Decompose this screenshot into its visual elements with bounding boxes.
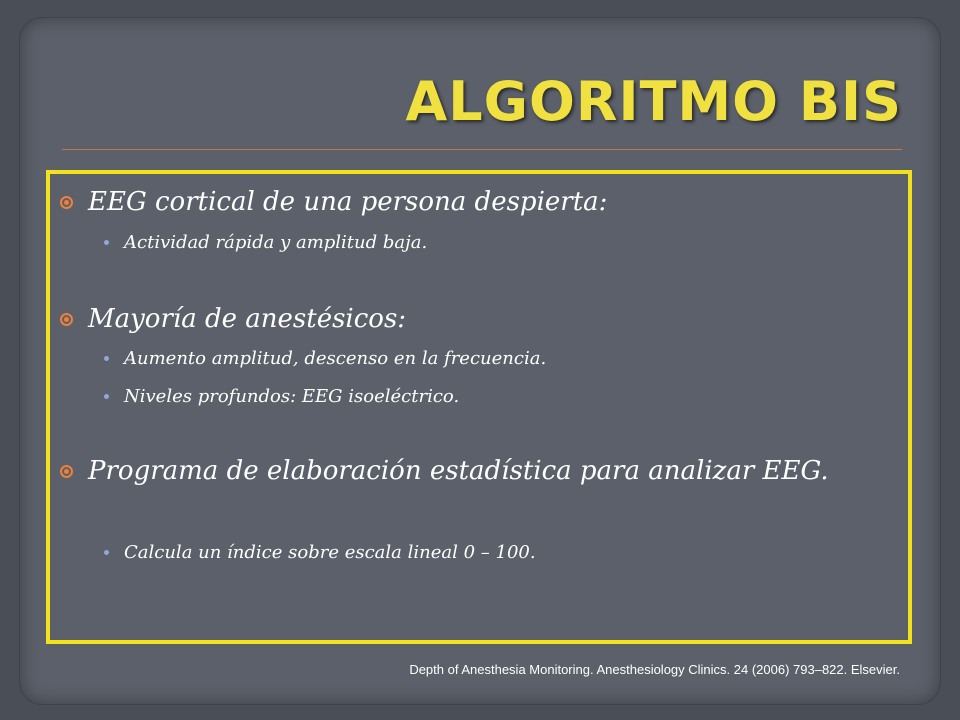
- sub-bullet-niveles: [104, 385, 459, 409]
- sub-bullet-text: Actividad rápida y amplitud baja.: [124, 232, 428, 253]
- sub-bullet-actividad: [104, 231, 427, 255]
- bullet-text: EEG cortical de una persona despierta:: [88, 187, 608, 217]
- dot-bullet-icon: [104, 394, 109, 399]
- citation: Depth of Anesthesia Monitoring. Anesthesiology Clinics. 24 (2006) 793–822. Elsevier.: [409, 662, 900, 677]
- dot-bullet-icon: [104, 240, 109, 245]
- sub-bullet-calcula: [104, 541, 536, 565]
- circle-bullet-icon: [60, 196, 73, 209]
- sub-bullet-text: Aumento amplitud, descenso en la frecuencia.: [124, 348, 547, 369]
- dot-bullet-icon: [104, 550, 109, 555]
- title-divider: [62, 149, 902, 150]
- sub-bullet-text: Niveles profundos: EEG isoeléctrico.: [124, 386, 460, 407]
- bullet-programa: [66, 453, 878, 489]
- bullet-eeg-cortical: [66, 184, 878, 220]
- bullet-text: Mayoría de anestésicos:: [88, 304, 407, 334]
- bullet-text: Programa de elaboración estadística para analizar EEG.: [88, 456, 829, 486]
- slide-title: ALGORITMO BIS: [405, 70, 902, 133]
- sub-bullet-text: Calcula un índice sobre escala lineal 0 – 100.: [124, 542, 536, 563]
- bullet-anestesicos: [66, 301, 878, 337]
- circle-bullet-icon: [60, 313, 73, 326]
- dot-bullet-icon: [104, 356, 109, 361]
- sub-bullet-aumento: [104, 347, 546, 371]
- circle-bullet-icon: [60, 465, 73, 478]
